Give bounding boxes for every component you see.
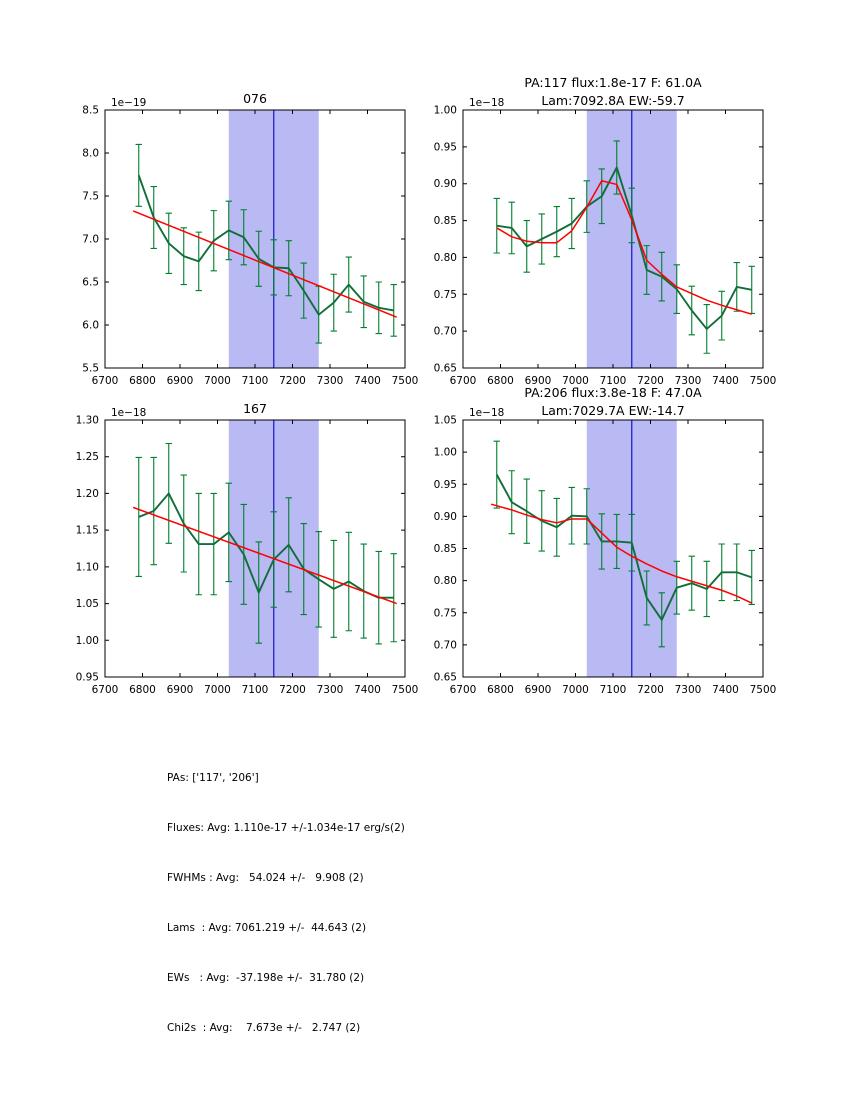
svg-text:7200: 7200 <box>637 375 664 387</box>
summary-block <box>167 741 405 1065</box>
svg-text:0.80: 0.80 <box>433 251 457 264</box>
svg-text:0.75: 0.75 <box>433 607 457 620</box>
svg-text:7100: 7100 <box>599 375 627 387</box>
svg-text:0.85: 0.85 <box>433 543 457 555</box>
svg-text:6700: 6700 <box>449 684 477 696</box>
svg-text:7000: 7000 <box>562 684 589 696</box>
svg-text:7200: 7200 <box>637 684 664 696</box>
svg-text:1.20: 1.20 <box>75 487 99 500</box>
svg-text:7400: 7400 <box>712 684 739 696</box>
summary-line-fluxes: Fluxes: Avg: 1.110e-17 +/-1.034e-17 erg/s(2) <box>167 822 405 834</box>
svg-text:6700: 6700 <box>449 375 477 387</box>
subplot-title-line2: Lam:7092.8A EW:-59.7 <box>541 93 685 108</box>
y-offset-label: 1e−18 <box>469 407 505 419</box>
svg-text:6800: 6800 <box>487 684 514 696</box>
svg-text:7100: 7100 <box>241 684 269 696</box>
subplot-pa206 <box>403 370 788 713</box>
svg-text:7500: 7500 <box>391 684 419 696</box>
chart-canvas <box>403 60 788 404</box>
svg-text:7400: 7400 <box>354 684 381 696</box>
svg-text:7200: 7200 <box>279 684 306 696</box>
svg-text:6900: 6900 <box>166 684 194 696</box>
svg-text:7.0: 7.0 <box>82 233 99 246</box>
summary-line-pas: PAs: ['117', '206'] <box>167 772 259 784</box>
svg-text:0.95: 0.95 <box>75 671 99 684</box>
svg-text:5.5: 5.5 <box>82 362 99 375</box>
svg-text:7300: 7300 <box>674 684 702 696</box>
svg-text:6700: 6700 <box>91 684 119 696</box>
svg-text:1.05: 1.05 <box>433 414 457 427</box>
svg-text:6700: 6700 <box>91 375 119 387</box>
summary-line-fwhms: FWHMs : Avg: 54.024 +/- 9.908 (2) <box>167 872 364 884</box>
subplot-076 <box>45 60 430 404</box>
summary-line-chi2s: Chi2s : Avg: 7.673e +/- 2.747 (2) <box>167 1022 361 1034</box>
svg-text:1.05: 1.05 <box>75 598 99 611</box>
svg-text:6800: 6800 <box>129 684 156 696</box>
subplot-title-line1: PA:117 flux:1.8e-17 F: 61.0A <box>524 75 702 90</box>
svg-text:1.00: 1.00 <box>433 104 457 117</box>
svg-text:7300: 7300 <box>674 375 702 387</box>
svg-text:6.0: 6.0 <box>82 319 99 332</box>
svg-text:7500: 7500 <box>749 684 777 696</box>
summary-line-ews: EWs : Avg: -37.198e +/- 31.780 (2) <box>167 972 365 984</box>
chart-canvas <box>403 370 788 713</box>
subplot-title: 167 <box>243 401 267 416</box>
svg-text:7500: 7500 <box>391 375 419 387</box>
svg-text:7200: 7200 <box>279 375 306 387</box>
svg-text:6900: 6900 <box>524 684 552 696</box>
svg-text:6800: 6800 <box>487 375 514 387</box>
svg-text:1.00: 1.00 <box>433 446 457 459</box>
svg-text:0.70: 0.70 <box>433 639 457 652</box>
svg-text:7100: 7100 <box>241 375 269 387</box>
svg-text:1.00: 1.00 <box>75 634 99 647</box>
svg-text:1.25: 1.25 <box>75 451 99 464</box>
svg-text:7000: 7000 <box>204 375 231 387</box>
svg-text:7300: 7300 <box>316 684 344 696</box>
chart-canvas <box>45 370 430 713</box>
svg-text:0.95: 0.95 <box>433 141 457 154</box>
subplot-pa117 <box>403 60 788 404</box>
svg-text:0.75: 0.75 <box>433 288 457 301</box>
y-offset-label: 1e−18 <box>469 97 505 109</box>
summary-line-lams: Lams : Avg: 7061.219 +/- 44.643 (2) <box>167 922 367 934</box>
subplot-title: 076 <box>243 91 267 106</box>
svg-text:0.70: 0.70 <box>433 325 457 338</box>
subplot-title-line1: PA:206 flux:3.8e-18 F: 47.0A <box>524 385 702 400</box>
svg-text:0.65: 0.65 <box>433 671 457 684</box>
svg-text:0.65: 0.65 <box>433 362 457 375</box>
subplot-167 <box>45 370 430 713</box>
svg-text:7.5: 7.5 <box>82 190 99 203</box>
y-offset-label: 1e−19 <box>111 97 147 109</box>
svg-text:7500: 7500 <box>749 375 777 387</box>
svg-text:6900: 6900 <box>524 375 552 387</box>
svg-text:1.15: 1.15 <box>75 524 99 537</box>
svg-text:6.5: 6.5 <box>82 276 99 289</box>
svg-text:0.90: 0.90 <box>433 510 457 523</box>
svg-text:1.10: 1.10 <box>75 561 99 574</box>
svg-text:7000: 7000 <box>204 684 231 696</box>
y-offset-label: 1e−18 <box>111 407 147 419</box>
svg-text:0.80: 0.80 <box>433 575 457 588</box>
svg-text:1.30: 1.30 <box>75 414 99 427</box>
svg-text:8.0: 8.0 <box>82 147 99 160</box>
svg-text:7000: 7000 <box>562 375 589 387</box>
svg-text:7400: 7400 <box>712 375 739 387</box>
svg-text:7400: 7400 <box>354 375 381 387</box>
svg-text:8.5: 8.5 <box>82 104 99 117</box>
svg-text:6900: 6900 <box>166 375 194 387</box>
subplot-title-line2: Lam:7029.7A EW:-14.7 <box>541 403 685 418</box>
svg-text:7300: 7300 <box>316 375 344 387</box>
svg-text:0.90: 0.90 <box>433 178 457 191</box>
chart-canvas <box>45 60 430 404</box>
svg-text:6800: 6800 <box>129 375 156 387</box>
svg-text:7100: 7100 <box>599 684 627 696</box>
svg-text:0.85: 0.85 <box>433 215 457 228</box>
svg-text:0.95: 0.95 <box>433 478 457 491</box>
